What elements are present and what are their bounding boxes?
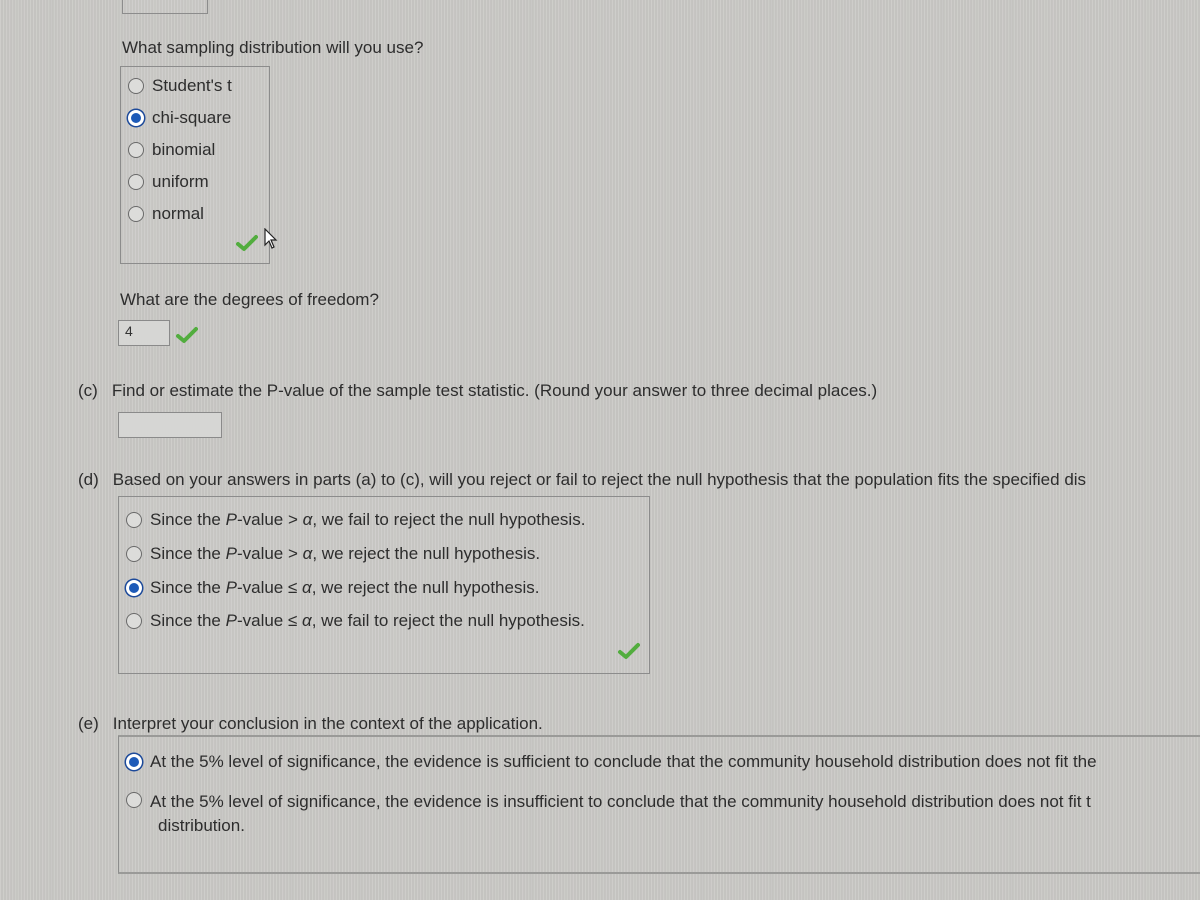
sampling-option-uniform[interactable] — [128, 172, 209, 192]
interpretation-option-2[interactable] — [126, 790, 1091, 838]
radio-button[interactable] — [126, 613, 142, 629]
sampling-option-normal[interactable] — [128, 204, 204, 224]
radio-button[interactable] — [128, 78, 144, 94]
option-text: At the 5% level of significance, the evidence is sufficient to conclude that the community household distribution does not fit the — [150, 752, 1097, 771]
part-letter: (d) — [78, 470, 99, 489]
p-value-input[interactable] — [118, 412, 222, 438]
part-c-question — [78, 381, 877, 401]
radio-button[interactable] — [126, 792, 142, 808]
option-text: Since the P-value ≤ α, we fail to reject the null hypothesis. — [150, 611, 585, 630]
option-label: normal — [152, 204, 204, 223]
option-text: Since the P-value > α, we reject the null hypothesis. — [150, 544, 541, 563]
radio-button[interactable] — [128, 142, 144, 158]
option-label: Student's t — [152, 76, 232, 95]
radio-button[interactable] — [128, 206, 144, 222]
check-icon — [176, 326, 198, 344]
degrees-of-freedom-question: What are the degrees of freedom? — [120, 290, 379, 309]
option-text: Since the P-value ≤ α, we reject the null hypothesis. — [150, 578, 540, 597]
mouse-pointer-icon — [262, 228, 278, 250]
option-label: chi-square — [152, 108, 232, 127]
radio-button-selected[interactable] — [126, 580, 142, 596]
part-d-text: Based on your answers in parts (a) to (c), will you reject or fail to reject the null hypothesis that the population fits the specified dis — [112, 470, 1087, 489]
part-letter: (c) — [78, 381, 98, 400]
option-text: At the 5% level of significance, the evidence is insufficient to conclude that the community household distribution does not fit t distribution. — [150, 792, 1091, 835]
interpretation-option-1[interactable] — [126, 752, 1097, 772]
radio-button[interactable] — [128, 174, 144, 190]
part-c-text: Find or estimate the P-value of the sample test statistic. (Round your answer to three decimal places.) — [111, 381, 878, 400]
radio-button[interactable] — [126, 546, 142, 562]
conclusion-option-4[interactable] — [126, 611, 585, 631]
conclusion-option-1[interactable] — [126, 510, 585, 530]
sampling-distribution-question: What sampling distribution will you use? — [122, 38, 424, 57]
radio-button-selected[interactable] — [128, 110, 144, 126]
part-e-question — [78, 714, 543, 734]
degrees-of-freedom-input[interactable]: 4 — [118, 320, 170, 346]
conclusion-option-2[interactable] — [126, 544, 540, 564]
option-label: binomial — [152, 140, 216, 159]
conclusion-option-3[interactable] — [126, 578, 539, 598]
check-icon — [618, 642, 640, 660]
check-icon — [236, 234, 258, 252]
part-letter: (e) — [78, 714, 99, 733]
radio-button-selected[interactable] — [126, 754, 142, 770]
sampling-option-chi-square[interactable] — [128, 108, 231, 128]
part-e-text: Interpret your conclusion in the context of the application. — [112, 714, 543, 733]
part-d-question — [78, 470, 1086, 490]
option-text: Since the P-value > α, we fail to reject the null hypothesis. — [150, 510, 586, 529]
sampling-option-binomial[interactable] — [128, 140, 215, 160]
previous-answer-box — [122, 0, 208, 14]
sampling-option-students-t[interactable] — [128, 76, 232, 96]
option-label: uniform — [152, 172, 209, 191]
radio-button[interactable] — [126, 512, 142, 528]
